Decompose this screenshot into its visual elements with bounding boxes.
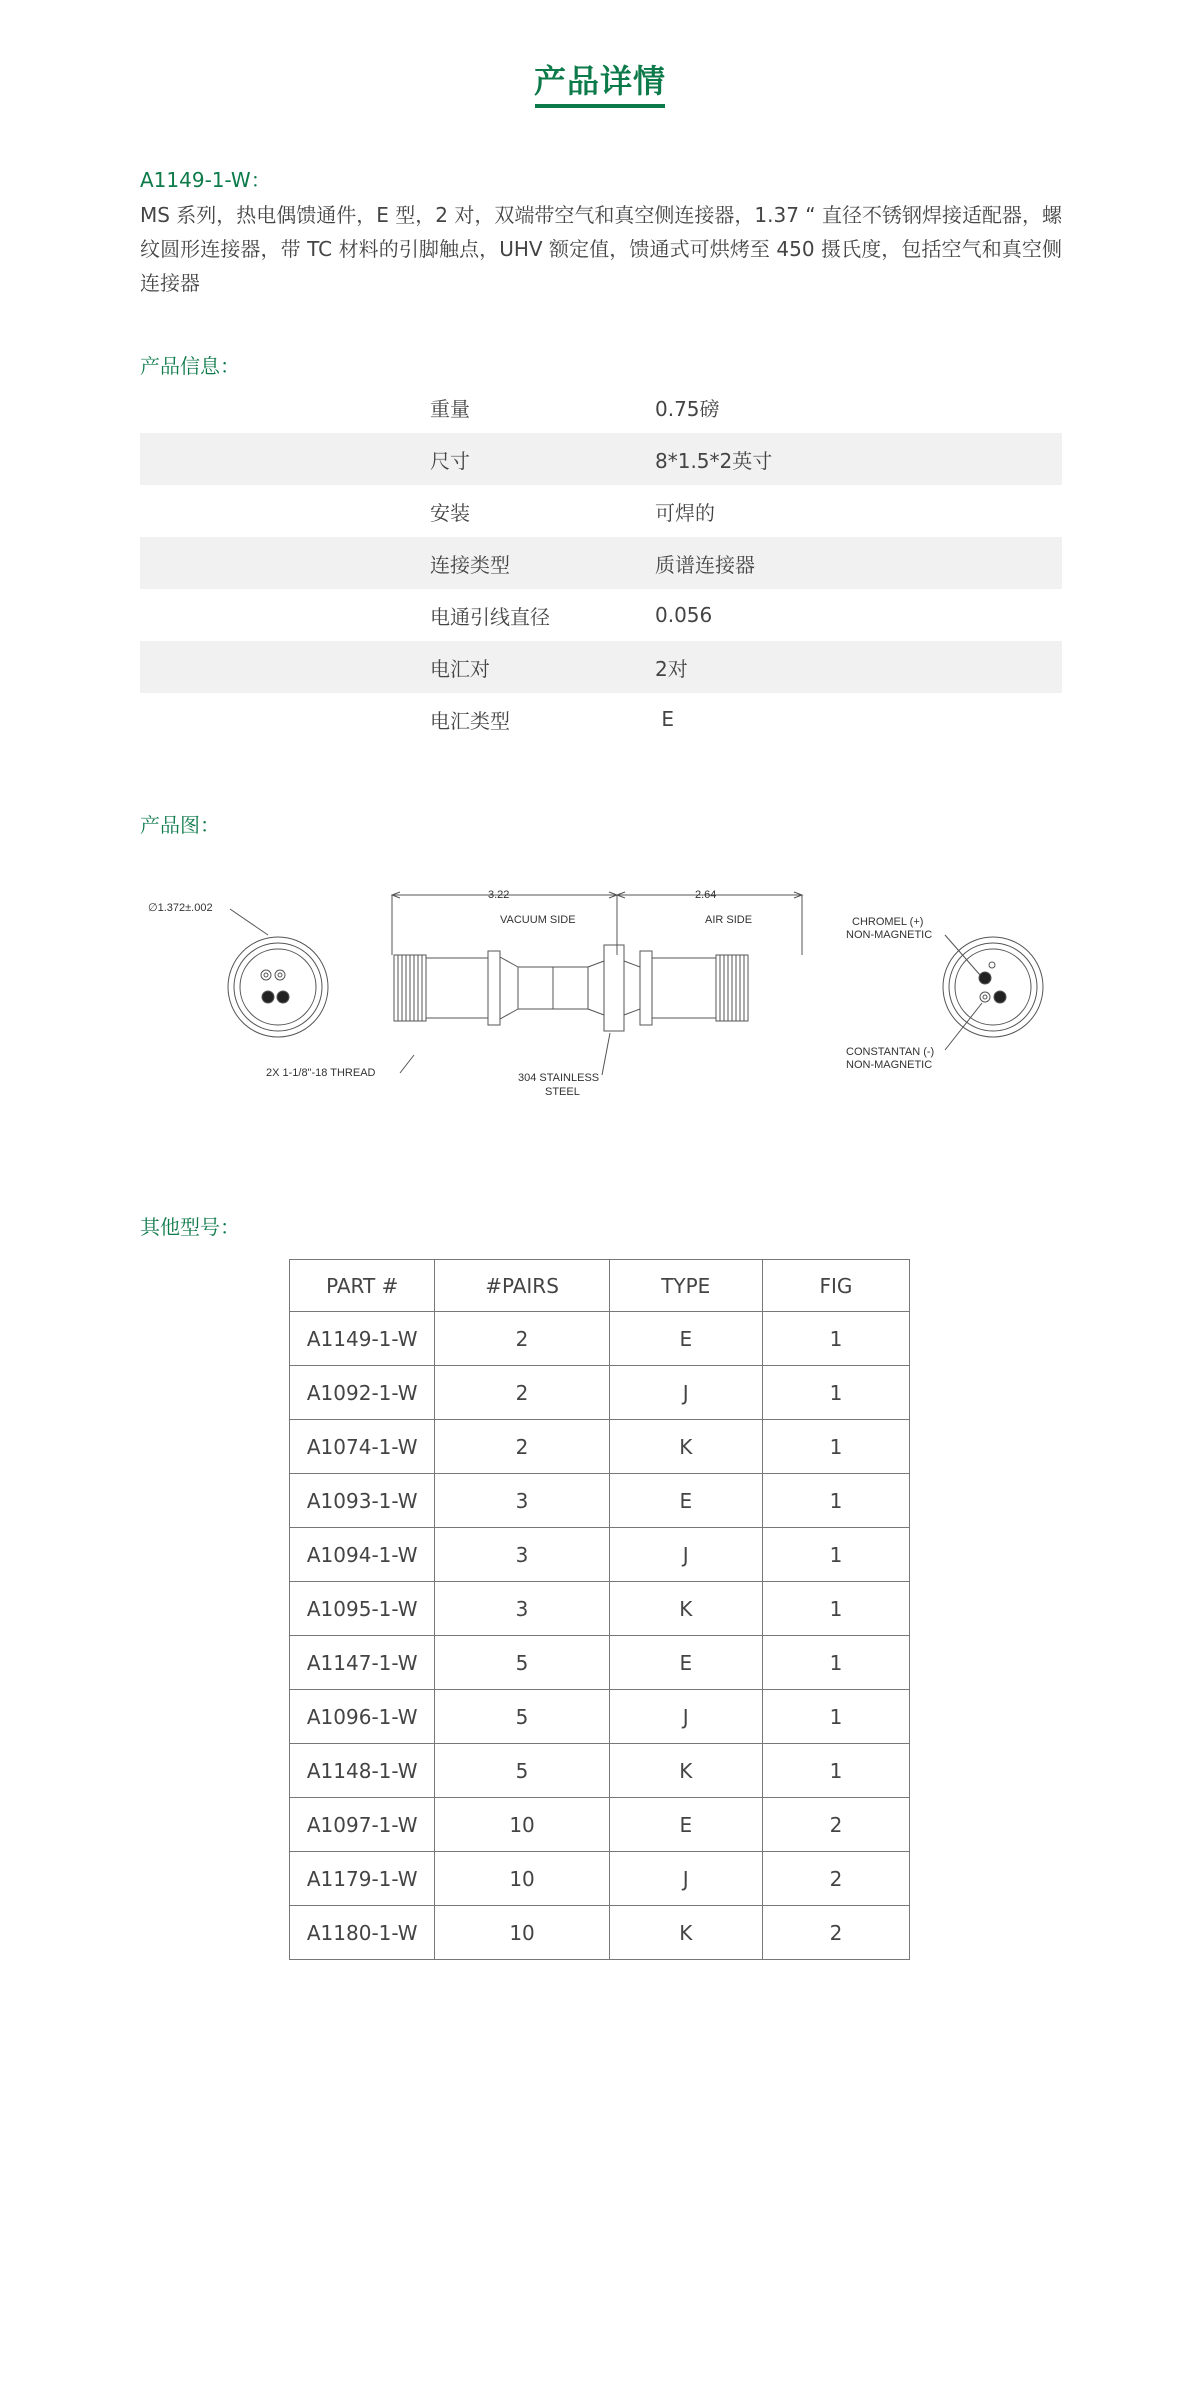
cell-part: A1097-1-W [290,1798,435,1852]
product-info-table [140,381,1062,745]
cell-type: K [609,1420,762,1474]
table-row [290,1312,910,1366]
cell-fig: 1 [762,1474,909,1528]
cell-part: A1179-1-W [290,1852,435,1906]
air-side-label: AIR SIDE [705,914,753,926]
cell-pairs: 10 [435,1798,609,1852]
page-title: 产品详情 [533,62,666,100]
info-key: 电汇类型 [430,708,510,733]
info-key: 电通引线直径 [430,604,550,629]
left-end-view [148,902,328,1037]
dim-left-label: 3.22 [488,889,510,901]
cell-type: J [609,1528,762,1582]
info-row-weight [140,381,1062,433]
cell-type: K [609,1744,762,1798]
cell-part: A1074-1-W [290,1420,435,1474]
model-heading: A1149-1-W： [140,168,271,192]
cell-part: A1094-1-W [290,1528,435,1582]
info-value: 0.75磅 [655,396,720,421]
cell-type: K [609,1582,762,1636]
vacuum-side-label: VACUUM SIDE [500,914,576,926]
steel-label-line1: 304 STAINLESS [518,1072,600,1084]
cell-pairs: 10 [435,1852,609,1906]
cell-part: A1096-1-W [290,1690,435,1744]
cell-pairs: 2 [435,1420,609,1474]
table-row [290,1474,910,1528]
dim-right-label: 2.64 [695,889,717,901]
cell-pairs: 5 [435,1744,609,1798]
cell-type: E [609,1474,762,1528]
model-description: MS 系列，热电偶馈通件，E 型，2 对，双端带空气和真空侧连接器，1.37 “ 直径不锈钢焊接适配器，螺纹圆形连接器，带 TC 材料的引脚触点，UHV 额定值，馈通式可烘烤至 450 摄氏度，包括空气和真空侧连接器 [140,203,1062,295]
table-row [290,1366,910,1420]
cell-fig: 1 [762,1582,909,1636]
constantan-label-line1: CONSTANTAN (-) [846,1046,935,1058]
cell-fig: 2 [762,1798,909,1852]
steel-label-line2: STEEL [545,1086,580,1098]
info-row-mounting [140,485,1062,537]
feedthrough-body [394,945,748,1031]
other-models-label: 其他型号： [140,1215,240,1239]
title-underline [535,104,665,108]
cell-pairs: 3 [435,1528,609,1582]
cell-pairs: 2 [435,1366,609,1420]
cell-part: A1180-1-W [290,1906,435,1960]
cell-fig: 1 [762,1312,909,1366]
right-end-view [943,935,1043,1050]
cell-type: K [609,1906,762,1960]
info-value: 0.056 [655,603,713,627]
table-row [290,1906,910,1960]
col-header-pairs: #PAIRS [435,1260,609,1312]
info-row-lead-diameter [140,589,1062,641]
cell-type: E [609,1798,762,1852]
cell-part: A1093-1-W [290,1474,435,1528]
chromel-label-line1: CHROMEL (+) [852,916,924,928]
info-row-size [140,433,1062,485]
info-row-connection-type [140,537,1062,589]
cell-pairs: 2 [435,1312,609,1366]
info-key: 连接类型 [430,552,510,577]
cell-pairs: 5 [435,1636,609,1690]
cell-pairs: 10 [435,1906,609,1960]
cell-fig: 1 [762,1636,909,1690]
cell-fig: 1 [762,1420,909,1474]
cell-part: A1147-1-W [290,1636,435,1690]
cell-fig: 1 [762,1366,909,1420]
cell-part: A1149-1-W [290,1312,435,1366]
cell-type: J [609,1690,762,1744]
cell-type: J [609,1366,762,1420]
other-models-table [289,1259,910,1960]
cell-fig: 1 [762,1690,909,1744]
info-row-pairs [140,641,1062,693]
col-header-part: PART # [290,1260,435,1312]
col-header-fig: FIG [762,1260,909,1312]
table-header-row [290,1260,910,1312]
thread-label: 2X 1-1/8"-18 THREAD [266,1067,376,1079]
product-info-label: 产品信息： [140,354,240,378]
table-row [290,1744,910,1798]
cell-part: A1095-1-W [290,1582,435,1636]
info-value: 8*1.5*2英寸 [655,448,773,473]
table-row [290,1636,910,1690]
table-row [290,1852,910,1906]
cell-fig: 2 [762,1852,909,1906]
table-row [290,1582,910,1636]
diameter-label: ∅1.372±.002 [148,902,213,914]
info-value: 可焊的 [655,500,715,525]
table-row [290,1528,910,1582]
cell-fig: 1 [762,1528,909,1582]
info-row-type [140,693,1062,745]
cell-pairs: 3 [435,1474,609,1528]
constantan-label-line2: NON-MAGNETIC [846,1059,933,1071]
info-key: 电汇对 [430,656,490,681]
info-value: E [655,707,674,731]
chromel-label-line2: NON-MAGNETIC [846,929,933,941]
col-header-type: TYPE [609,1260,762,1312]
cell-type: E [609,1636,762,1690]
cell-part: A1092-1-W [290,1366,435,1420]
product-image-label: 产品图： [140,813,220,837]
info-value: 2对 [655,656,688,681]
cell-type: J [609,1852,762,1906]
cell-pairs: 3 [435,1582,609,1636]
table-row [290,1690,910,1744]
cell-fig: 1 [762,1744,909,1798]
cell-part: A1148-1-W [290,1744,435,1798]
cell-pairs: 5 [435,1690,609,1744]
info-value: 质谱连接器 [655,552,755,577]
product-technical-drawing [140,865,1062,1115]
cell-type: E [609,1312,762,1366]
cell-fig: 2 [762,1906,909,1960]
table-row [290,1420,910,1474]
info-key: 重量 [430,396,470,421]
table-row [290,1798,910,1852]
info-key: 安装 [430,500,470,525]
info-key: 尺寸 [430,448,470,473]
